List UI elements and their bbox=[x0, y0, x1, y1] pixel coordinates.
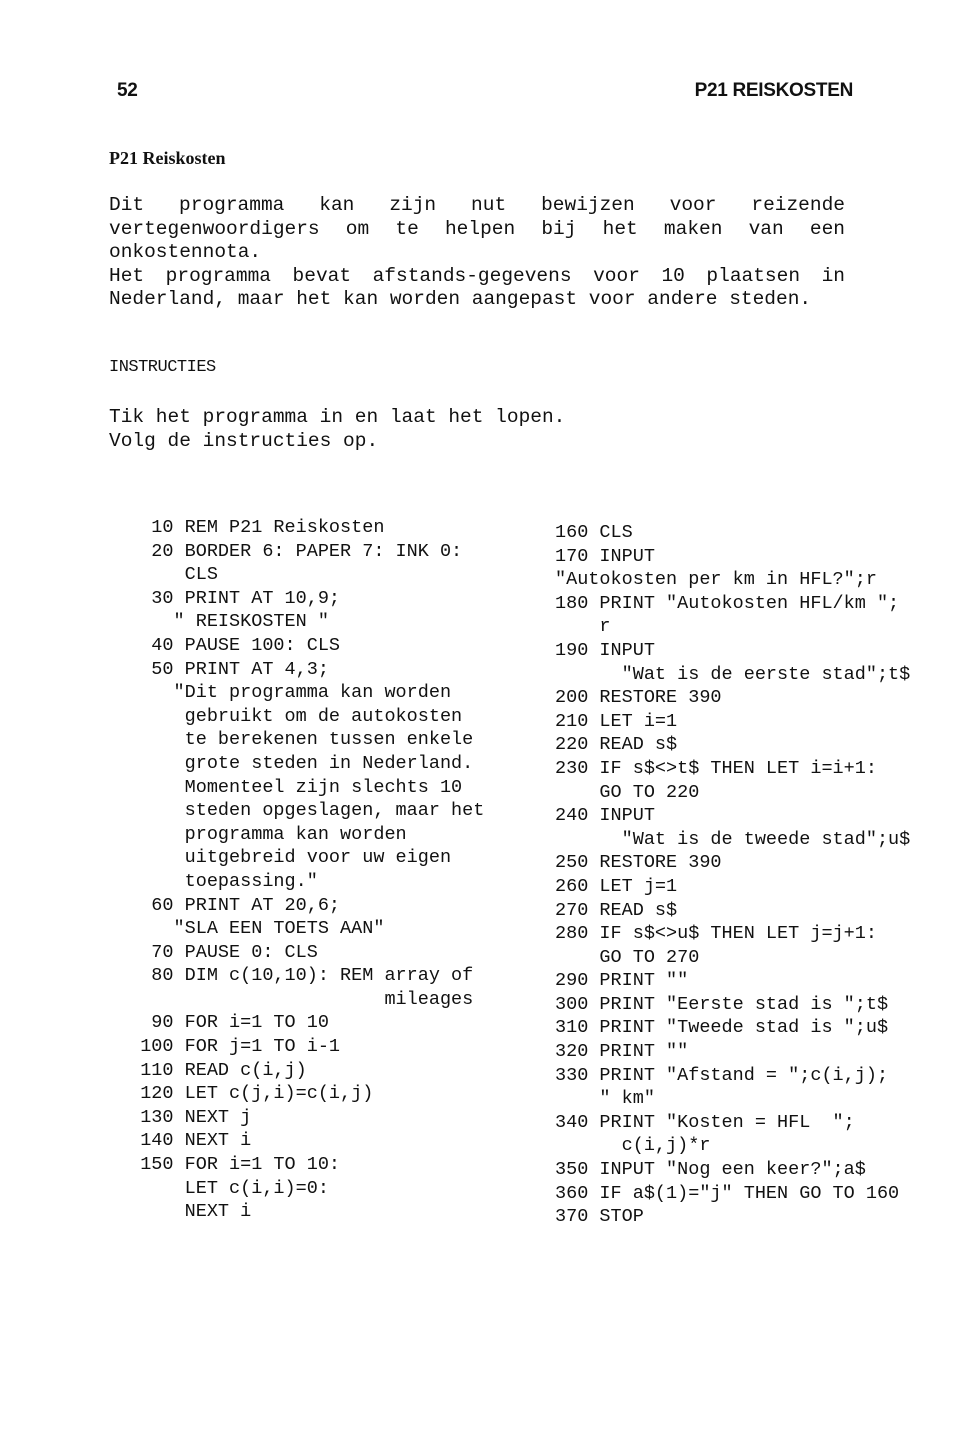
code-line: "Autokosten per km in HFL?";r bbox=[555, 569, 877, 591]
code-line: 200 RESTORE 390 bbox=[555, 687, 722, 709]
code-line: 340 PRINT "Kosten = HFL "; bbox=[555, 1111, 855, 1133]
code-line: programma kan worden bbox=[118, 823, 407, 845]
code-line: 300 PRINT "Eerste stad is ";t$ bbox=[555, 993, 889, 1015]
running-header-title: P21 REISKOSTEN bbox=[694, 80, 853, 101]
code-line: 260 LET j=1 bbox=[555, 875, 678, 897]
code-line: 50 PRINT AT 4,3; bbox=[118, 658, 329, 680]
code-line: 320 PRINT "" bbox=[555, 1041, 689, 1063]
code-line: 120 LET c(j,i)=c(i,j) bbox=[118, 1083, 374, 1105]
page-number: 52 bbox=[117, 80, 138, 101]
code-line: 270 READ s$ bbox=[555, 899, 678, 921]
code-line: "Wat is de tweede stad";u$ bbox=[555, 828, 911, 850]
code-line: r bbox=[555, 616, 611, 638]
intro-paragraph bbox=[109, 194, 845, 312]
code-line: 150 FOR i=1 TO 10: bbox=[118, 1154, 341, 1176]
intro-line: Het programma bevat afstands-gegevens voor 10 plaatsen in bbox=[109, 264, 845, 287]
intro-line: Nederland, maar het kan worden aangepast voor andere steden. bbox=[109, 288, 812, 310]
code-line: gebruikt om de autokosten bbox=[118, 705, 463, 727]
code-line: GO TO 220 bbox=[555, 781, 700, 803]
instructions-line: Volg de instructies op. bbox=[109, 430, 379, 452]
code-line: " km" bbox=[555, 1088, 655, 1110]
code-line: 20 BORDER 6: PAPER 7: INK 0: bbox=[118, 540, 463, 562]
code-line: 210 LET i=1 bbox=[555, 710, 678, 732]
code-line: GO TO 270 bbox=[555, 946, 700, 968]
code-line: toepassing." bbox=[118, 870, 318, 892]
code-line: LET c(i,i)=0: bbox=[118, 1177, 329, 1199]
code-line: 330 PRINT "Afstand = ";c(i,j); bbox=[555, 1064, 889, 1086]
code-line: 90 FOR i=1 TO 10 bbox=[118, 1012, 329, 1034]
code-line: 250 RESTORE 390 bbox=[555, 852, 722, 874]
code-line: 100 FOR j=1 TO i-1 bbox=[118, 1036, 341, 1058]
intro-line: Dit programma kan zijn nut bewijzen voor reizende bbox=[109, 194, 845, 216]
code-line: " REISKOSTEN " bbox=[118, 611, 329, 633]
code-line: 30 PRINT AT 10,9; bbox=[118, 587, 341, 609]
instructions-line: Tik het programma in en laat het lopen. bbox=[109, 406, 566, 428]
code-line: 170 INPUT bbox=[555, 545, 655, 567]
code-line: NEXT i bbox=[118, 1201, 252, 1223]
code-line: CLS bbox=[118, 564, 218, 586]
code-line: 110 READ c(i,j) bbox=[118, 1059, 307, 1081]
intro-line: vertegenwoordigers om te helpen bij het maken van een bbox=[109, 217, 845, 240]
code-line: 370 STOP bbox=[555, 1206, 644, 1228]
code-line: 220 READ s$ bbox=[555, 734, 678, 756]
intro-line: onkostennota. bbox=[109, 241, 262, 263]
code-line: 360 IF a$(1)="j" THEN GO TO 160 bbox=[555, 1182, 900, 1204]
instructions-heading: INSTRUCTIES bbox=[109, 358, 216, 377]
code-line: te berekenen tussen enkele bbox=[118, 729, 474, 751]
code-line: 290 PRINT "" bbox=[555, 970, 689, 992]
code-line: 230 IF s$<>t$ THEN LET i=i+1: bbox=[555, 757, 877, 779]
code-line: 180 PRINT "Autokosten HFL/km "; bbox=[555, 592, 900, 614]
code-line: 60 PRINT AT 20,6; bbox=[118, 894, 341, 916]
code-line: uitgebreid voor uw eigen bbox=[118, 847, 452, 869]
instructions-text bbox=[109, 405, 565, 453]
code-line: 190 INPUT bbox=[555, 639, 655, 661]
code-line: mileages bbox=[118, 988, 474, 1010]
code-line: 80 DIM c(10,10): REM array of bbox=[118, 965, 474, 987]
code-listing-left bbox=[118, 516, 484, 1224]
code-listing-right bbox=[555, 521, 910, 1229]
code-line: 40 PAUSE 100: CLS bbox=[118, 634, 341, 656]
code-line: 280 IF s$<>u$ THEN LET j=j+1: bbox=[555, 923, 877, 945]
code-line: Momenteel zijn slechts 10 bbox=[118, 776, 463, 798]
code-line: "Dit programma kan worden bbox=[118, 682, 452, 704]
code-line: 130 NEXT j bbox=[118, 1106, 252, 1128]
code-line: 310 PRINT "Tweede stad is ";u$ bbox=[555, 1017, 889, 1039]
code-line: "SLA EEN TOETS AAN" bbox=[118, 918, 385, 940]
code-line: 350 INPUT "Nog een keer?";a$ bbox=[555, 1159, 866, 1181]
code-line: 160 CLS bbox=[555, 522, 633, 543]
code-line: c(i,j)*r bbox=[555, 1135, 711, 1157]
code-line: grote steden in Nederland. bbox=[118, 752, 474, 774]
code-line: steden opgeslagen, maar het bbox=[118, 800, 485, 822]
code-line: "Wat is de eerste stad";t$ bbox=[555, 663, 911, 685]
section-title: P21 Reiskosten bbox=[109, 148, 226, 168]
code-line: 10 REM P21 Reiskosten bbox=[118, 517, 385, 538]
code-line: 240 INPUT bbox=[555, 805, 655, 827]
code-line: 140 NEXT i bbox=[118, 1130, 252, 1152]
code-line: 70 PAUSE 0: CLS bbox=[118, 941, 318, 963]
